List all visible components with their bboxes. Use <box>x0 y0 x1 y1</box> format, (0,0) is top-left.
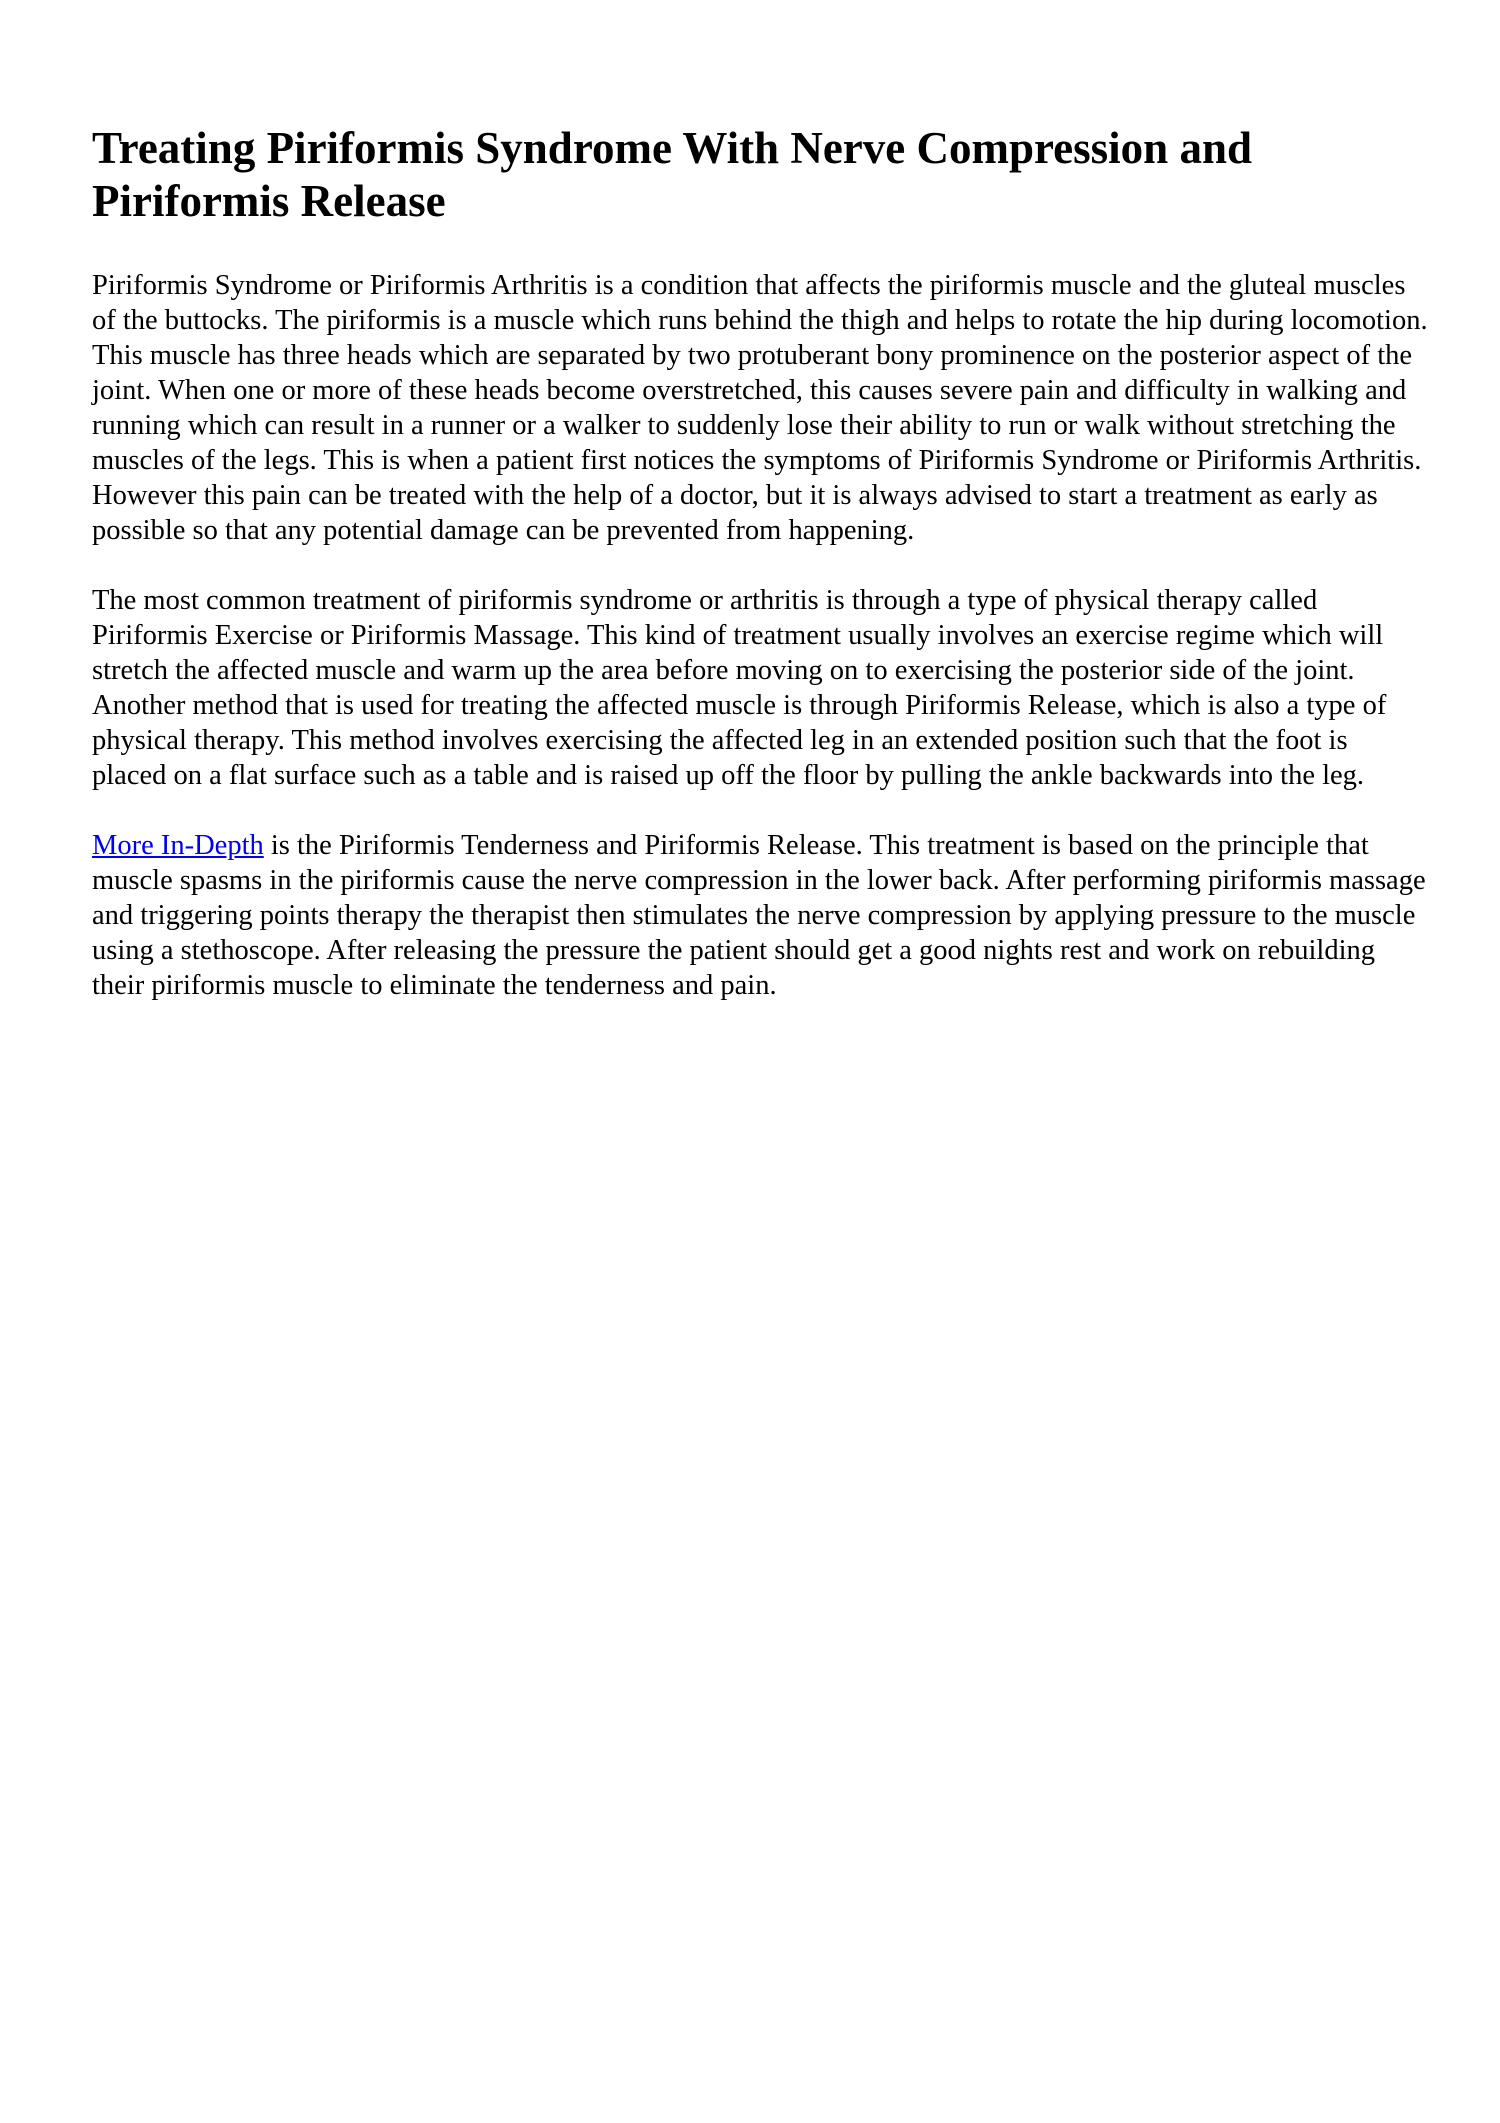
article-title: Treating Piriformis Syndrome With Nerve Compression and Piriformis Release <box>92 123 1253 226</box>
paragraph-intro: Piriformis Syndrome or Piriformis Arthritis is a condition that affects the piriformis muscle and the gluteal muscles of the buttocks. The piriformis is a muscle which runs behind the thigh and helps to rotate the hip during locomotion. This muscle has three heads which are separated by two protuberant bony prominence on the posterior aspect of the joint. When one or more of these heads become overstretched, this causes severe pain and difficulty in walking and running which can result in a runner or a walker to suddenly lose their ability to run or walk without stretching the muscles of the legs. This is when a patient first notices the symptoms of Piriformis Syndrome or Piriformis Arthritis. However this pain can be treated with the help of a doctor, but it is always advised to start a treatment as early as possible so that any potential damage can be prevented from happening. <box>92 270 1428 546</box>
article <box>92 122 1428 1038</box>
paragraph-in-depth <box>92 828 1428 1003</box>
paragraph-in-depth-text: is the Piriformis Tenderness and Piriformis Release. This treatment is based on the principle that muscle spasms in the piriformis cause the nerve compression in the lower back. After performing piriformis massage and triggering points therapy the therapist then stimulates the nerve compression by applying pressure to the muscle using a stethoscope. After releasing the pressure the patient should get a good nights rest and work on rebuilding their piriformis muscle to eliminate the tenderness and pain. <box>92 830 1426 1001</box>
paragraph-treatment: The most common treatment of piriformis syndrome or arthritis is through a type of physical therapy called Piriformis Exercise or Piriformis Massage. This kind of treatment usually involves an exercise regime which will stretch the affected muscle and warm up the area before moving on to exercising the posterior side of the joint. Another method that is used for treating the affected muscle is through Piriformis Release, which is also a type of physical therapy. This method involves exercising the affected leg in an extended position such that the foot is placed on a flat surface such as a table and is raised up off the floor by pulling the ankle backwards into the leg. <box>92 585 1387 791</box>
more-in-depth-link[interactable]: More In-Depth <box>92 830 264 861</box>
